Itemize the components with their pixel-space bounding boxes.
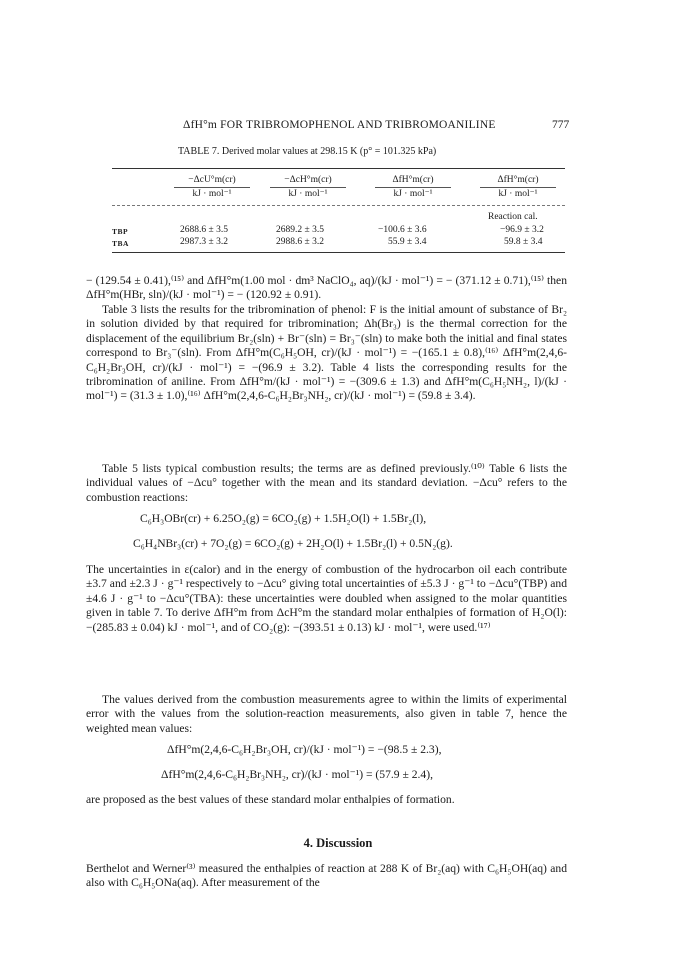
col4-subheading: Reaction cal.	[488, 212, 538, 222]
paragraph-text: The uncertainties in ε(calor) and in the energy of combustion of the hydrocarbon oil each contribute ±3.7 and ±2.3 J · g⁻¹ respectively to −Δcu° giving total uncertainties of ±5.3 J · g⁻¹ to −Δcu°(TBP) and ±4.6 J · g⁻¹ to −Δcu°(TBA): these uncertainties were doubled when assigned to the molar quantities given in table 7. To derive ΔfH°m from ΔcH°m the standard molar enthalpies of formation of H₂O(l): −(285.83 ± 0.04) kJ · mol⁻¹, and of CO₂(g): −(393.51 ± 0.13) kJ · mol⁻¹, were used.⁽¹⁷⁾	[86, 563, 567, 634]
paragraph-text: Berthelot and Werner⁽³⁾ measured the enthalpies of reaction at 288 K of Br₂(aq) with C₆H₅OH(aq) and also with C₆H₅ONa(aq). After measurement of the	[86, 862, 567, 890]
table-cell: −96.9 ± 3.2	[500, 225, 544, 235]
paragraph-7	[86, 862, 567, 891]
paragraph-text: Table 5 lists typical combustion results; the terms are as defined previously.⁽¹⁰⁾ Table 6 lists the individual values of −Δcu° together with the mean and its standard deviation. −Δcu° refers to the combustion reactions:	[86, 462, 567, 504]
running-header: ΔfH°m FOR TRIBROMOPHENOL AND TRIBROMOANILINE	[183, 119, 496, 131]
paragraph-text: Table 3 lists the results for the tribromination of phenol: F is the initial amount of substance of Br₂ in solution divided by that required for tribromination; Δh(Br₃) is the thermal correction for the displacement of the equilibrium Br₂(sln) + Br⁻(sln) = Br₃⁻(sln) to make both the initial and final states correspond to Br₃⁻(sln). From ΔfH°m(C₆H₅OH, cr)/(kJ · mol⁻¹) = −(165.1 ± 0.8),⁽¹⁶⁾ ΔfH°m(2,4,6-C₆H₂Br₃OH, cr)/(kJ · mol⁻¹) = −(96.9 ± 3.2). Table 4 lists the corresponding results for the tribromination of aniline. From ΔfH°m/(kJ · mol⁻¹) = −(309.6 ± 1.3) and ΔfH°m(C₆H₅NH₂, l)/(kJ · mol⁻¹) = (31.3 ± 1.0),⁽¹⁶⁾ ΔfH°m(2,4,6-C₆H₂Br₃NH₂, cr)/(kJ · mol⁻¹) = (59.8 ± 3.4).	[86, 303, 567, 403]
equation-tbp-combustion: C₆H₃OBr(cr) + 6.25O₂(g) = 6CO₂(g) + 1.5H₂O(l) + 1.5Br₂(l),	[140, 512, 427, 525]
col1-title: −ΔcU°m(cr)	[188, 175, 236, 185]
paragraph-3	[86, 462, 567, 505]
col3-unit: kJ · mol⁻¹	[375, 187, 451, 200]
paragraph-1	[86, 274, 567, 303]
table-cell: 55.9 ± 3.4	[388, 237, 427, 247]
col4-unit: kJ · mol⁻¹	[480, 187, 556, 200]
paragraph-4	[86, 563, 567, 635]
table-cell: 2688.6 ± 3.5	[180, 225, 228, 235]
paragraph-6	[86, 793, 567, 807]
col2-unit: kJ · mol⁻¹	[270, 187, 346, 200]
table-bottom-rule	[112, 252, 565, 253]
col4-header	[480, 174, 556, 200]
row-label-tbp: TBP	[112, 227, 129, 236]
col1-unit: kJ · mol⁻¹	[174, 187, 250, 200]
page-number: 777	[552, 119, 570, 131]
col3-header	[375, 174, 451, 200]
equation-weighted-mean-tbp: ΔfH°m(2,4,6-C₆H₂Br₃OH, cr)/(kJ · mol⁻¹) = −(98.5 ± 2.3),	[167, 743, 442, 756]
paragraph-text: The values derived from the combustion measurements agree to within the limits of experimental error with the values from the solution-reaction measurements, also given in table 7, hence the weighted mean values:	[86, 693, 567, 735]
paragraph-text: are proposed as the best values of these standard molar enthalpies of formation.	[86, 793, 455, 806]
table-header-rule	[112, 205, 565, 206]
paragraph-5	[86, 693, 567, 736]
equation-weighted-mean-tba: ΔfH°m(2,4,6-C₆H₂Br₃NH₂, cr)/(kJ · mol⁻¹) = (57.9 ± 2.4),	[161, 768, 433, 781]
equation-tba-combustion: C₆H₄NBr₃(cr) + 7O₂(g) = 6CO₂(g) + 2H₂O(l) + 1.5Br₂(l) + 0.5N₂(g).	[133, 537, 453, 550]
col1-header	[174, 174, 250, 200]
col2-title: −ΔcH°m(cr)	[284, 175, 332, 185]
row-label-tba: TBA	[112, 239, 129, 248]
paragraph-2	[86, 303, 567, 404]
table-top-rule	[112, 168, 565, 169]
table-cell: 59.8 ± 3.4	[504, 237, 543, 247]
table-cell: −100.6 ± 3.6	[378, 225, 427, 235]
col3-title: ΔfH°m(cr)	[392, 175, 434, 185]
paragraph-text: − (129.54 ± 0.41),⁽¹⁵⁾ and ΔfH°m(1.00 mol · dm³ NaClO₄, aq)/(kJ · mol⁻¹) = − (371.12 ± 0.71),⁽¹⁵⁾ then ΔfH°m(HBr, sln)/(kJ · mol⁻¹) = − (120.92 ± 0.91).	[86, 274, 567, 302]
table-caption: TABLE 7. Derived molar values at 298.15 K (p° = 101.325 kPa)	[178, 146, 437, 157]
table-cell: 2689.2 ± 3.5	[276, 225, 324, 235]
table-cell: 2988.6 ± 3.2	[276, 237, 324, 247]
col2-header	[270, 174, 346, 200]
col4-title: ΔfH°m(cr)	[497, 175, 539, 185]
section-heading: 4. Discussion	[303, 836, 373, 850]
table-cell: 2987.3 ± 3.2	[180, 237, 228, 247]
